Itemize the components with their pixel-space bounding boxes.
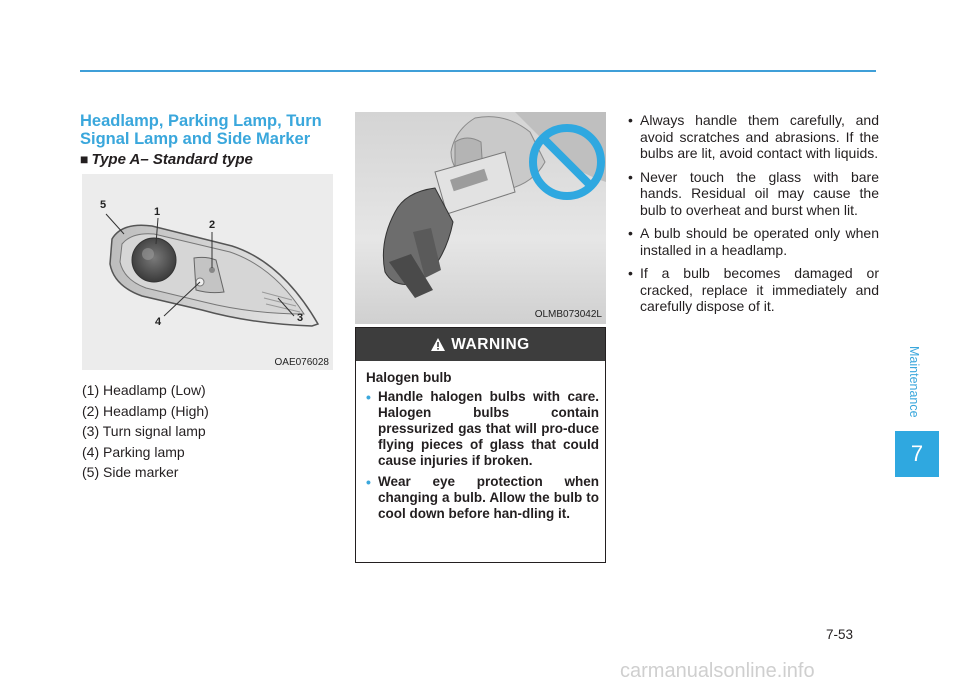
watermark: carmanualsonline.info [620,660,815,682]
list-item [626,169,879,219]
callout-1: 1 [154,206,161,218]
bullet-icon: • [366,389,371,405]
bullet-text: Never touch the glass with bare hands. Residual oil may cause the bulb to overheat and burst when lit. [640,168,879,218]
page-number: 7-53 [826,627,854,642]
list-item: (3) Turn signal lamp [82,423,206,439]
warning-label: WARNING [451,335,530,353]
warning-triangle-icon [431,338,445,351]
headlamp-figure [82,174,333,370]
bulb-handling-figure [355,112,606,324]
warning-title: Halogen bulb [366,370,452,385]
bullet-text: A bulb should be operated only when installed in a headlamp. [640,225,879,258]
bullet-icon: • [366,474,371,490]
warning-list [356,389,605,522]
section-title: Headlamp, Parking Lamp, Turn Signal Lamp and Side Marker [80,112,322,148]
chapter-tab: 7 [895,431,939,477]
chapter-side-label: Maintenance [907,346,921,418]
warning-box [355,327,606,563]
headlamp-illustration [82,174,333,370]
warning-item-text: Wear eye protection when changing a bulb. Allow the bulb to cool down before han-dling it. [378,474,599,521]
list-item [626,112,879,162]
bullet-icon: • [628,225,633,241]
list-item [366,389,599,469]
square-bullet-icon: ■ [80,151,89,167]
list-item [626,225,879,258]
list-item [626,265,879,315]
top-rule [80,70,876,72]
callout-4: 4 [155,316,162,328]
type-heading-text: Type A– Standard type [91,151,253,168]
bullet-text: Always handle them carefully, and avoid scratches and abrasions. If the bulbs are lit, avoid contact with liquids. [640,112,879,161]
callout-3: 3 [297,312,304,324]
warning-item-text: Handle halogen bulbs with care. Halogen bulbs contain pressurized gas that will pro-duce flying pieces of glass that could cause injuries if broken. [378,389,599,468]
figure-code: OAE076028 [274,357,329,368]
list-item: (4) Parking lamp [82,443,185,460]
list-item [366,474,599,522]
type-heading [80,151,253,168]
bullet-icon: • [628,112,633,128]
list-item: (5) Side marker [82,464,179,480]
callout-2: 2 [209,219,216,231]
callout-5: 5 [100,199,107,211]
list-item: (1) Headlamp (Low) [82,382,206,398]
bullet-text: If a bulb becomes damaged or cracked, replace it immediately and carefully dispose of it. [640,265,879,314]
warning-header [356,328,605,361]
parts-list [82,380,209,483]
bullet-icon: • [628,168,633,185]
figure-code: OLMB073042L [534,309,602,320]
hand-bulb-illustration [355,112,606,324]
list-item: (2) Headlamp (High) [82,402,209,419]
caution-bullet-list [626,112,879,322]
bullet-icon: • [628,265,633,281]
